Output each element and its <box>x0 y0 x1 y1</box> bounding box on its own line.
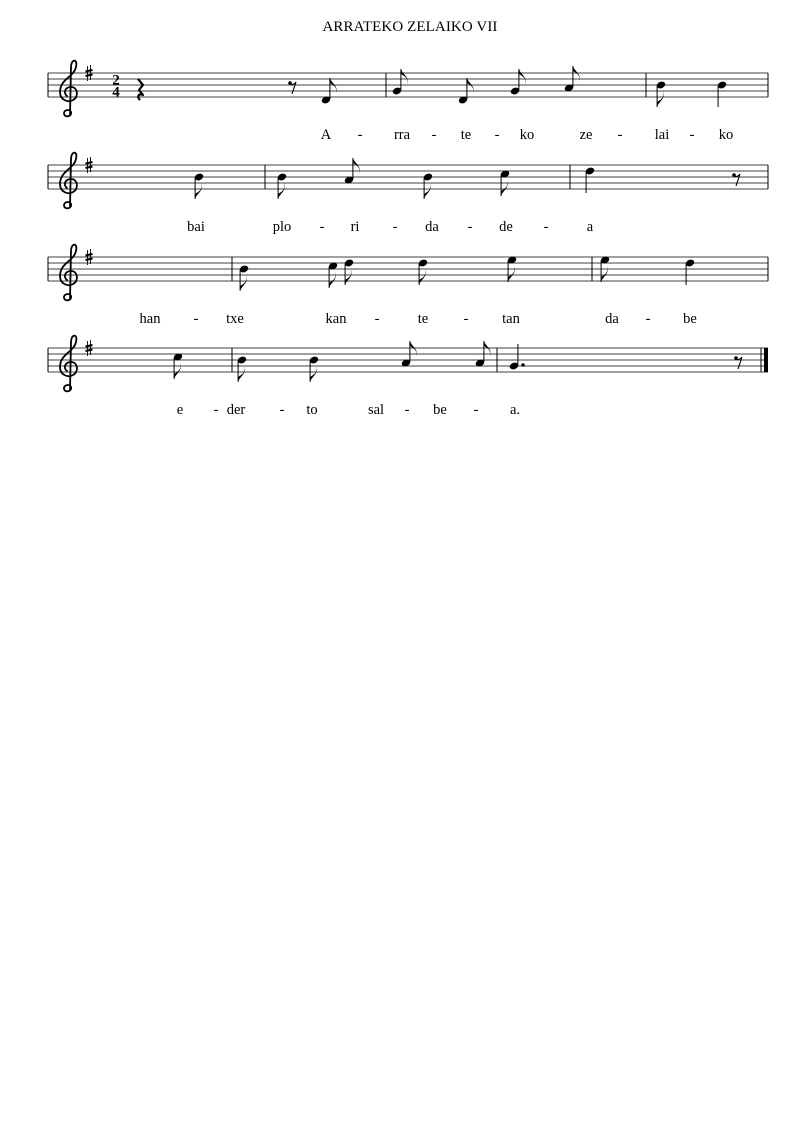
treble-clef-icon <box>60 245 77 301</box>
flag <box>240 275 247 291</box>
note <box>656 80 667 107</box>
flag <box>310 366 317 382</box>
lyric-hyphen: - <box>193 311 199 327</box>
lyric-hyphen: - <box>431 127 437 143</box>
treble-clef-icon <box>60 336 77 392</box>
staff-system <box>48 336 768 418</box>
lyric-syllable: A <box>320 127 332 143</box>
lyric-syllable: a. <box>509 402 521 418</box>
lyric-syllable: txe <box>226 311 244 327</box>
lyric-syllable: plo <box>272 219 292 235</box>
lyric-hyphen: - <box>392 219 398 235</box>
flag <box>195 183 202 199</box>
lyric-syllable: be <box>683 311 697 327</box>
flag <box>401 69 408 85</box>
lyric-hyphen: - <box>617 127 623 143</box>
treble-clef-icon <box>60 61 77 117</box>
sharp-stroke <box>86 70 93 72</box>
lyric-syllable: da <box>425 219 439 235</box>
flag <box>329 272 336 288</box>
flag <box>330 78 337 94</box>
lyric-syllable: sal <box>367 402 385 418</box>
lyric-hyphen: - <box>279 402 285 418</box>
note <box>239 264 250 291</box>
flag <box>601 266 608 282</box>
flag <box>278 183 285 199</box>
flag <box>345 269 352 285</box>
sharp-stroke <box>86 350 93 352</box>
lyric-hyphen: - <box>467 219 473 235</box>
lyric-hyphen: - <box>463 311 469 327</box>
flag <box>484 341 491 357</box>
lyric-syllable: a <box>586 219 594 235</box>
lyric-hyphen: - <box>543 219 549 235</box>
time-signature-unit: 4 <box>112 84 120 101</box>
flag <box>410 341 417 357</box>
sharp-stroke <box>86 254 93 256</box>
note <box>277 172 288 199</box>
lyric-syllable: ko <box>519 127 535 143</box>
sharp-stroke <box>86 345 93 347</box>
sharp-stroke <box>86 75 93 77</box>
lyric-syllable: to <box>306 402 318 418</box>
flag <box>174 363 181 379</box>
lyric-hyphen: - <box>319 219 325 235</box>
treble-clef-icon <box>60 153 77 209</box>
note <box>194 172 205 199</box>
page-title: ARRATEKO ZELAIKO VII <box>322 19 498 35</box>
note <box>237 355 248 382</box>
flag <box>467 78 474 94</box>
final-barline <box>764 348 768 372</box>
lyric-syllable: da <box>605 311 619 327</box>
flag <box>657 91 664 107</box>
lyric-syllable: be <box>433 402 447 418</box>
lyric-syllable: te <box>460 127 472 143</box>
lyric-hyphen: - <box>374 311 380 327</box>
lyric-hyphen: - <box>213 402 219 418</box>
lyric-syllable: ko <box>718 127 734 143</box>
eighth-rest-stroke <box>290 82 296 94</box>
lyric-syllable: der <box>226 402 246 418</box>
note <box>423 172 434 199</box>
staff-system <box>48 245 768 327</box>
lyric-syllable: e <box>176 402 184 418</box>
eighth-rest-stroke <box>736 357 742 369</box>
staff-system <box>48 61 768 143</box>
flag <box>501 180 508 196</box>
flag <box>419 269 426 285</box>
lyric-syllable: te <box>417 311 429 327</box>
flag <box>238 366 245 382</box>
sharp-stroke <box>86 162 93 164</box>
flag <box>353 158 360 174</box>
lyric-hyphen: - <box>404 402 410 418</box>
augmentation-dot <box>521 363 524 366</box>
flag <box>573 66 580 82</box>
lyric-syllable: ri <box>350 219 360 235</box>
lyric-hyphen: - <box>473 402 479 418</box>
flag <box>424 183 431 199</box>
lyric-hyphen: - <box>689 127 695 143</box>
lyric-hyphen: - <box>494 127 500 143</box>
lyric-hyphen: - <box>357 127 363 143</box>
lyric-syllable: tan <box>502 311 520 327</box>
lyric-syllable: ze <box>579 127 593 143</box>
flag <box>508 266 515 282</box>
lyric-syllable: rra <box>393 127 411 143</box>
lyric-syllable: kan <box>325 311 347 327</box>
sharp-stroke <box>86 167 93 169</box>
lyric-syllable: bai <box>187 219 205 235</box>
lyric-hyphen: - <box>645 311 651 327</box>
lyric-syllable: han <box>139 311 161 327</box>
staff-system <box>48 153 768 235</box>
lyric-syllable: de <box>499 219 513 235</box>
flag <box>519 69 526 85</box>
note <box>309 355 320 382</box>
sharp-stroke <box>86 259 93 261</box>
eighth-rest-stroke <box>734 174 740 186</box>
note <box>717 80 728 107</box>
lyric-syllable: lai <box>654 127 670 143</box>
time-signature-beats: 2 <box>112 72 120 89</box>
